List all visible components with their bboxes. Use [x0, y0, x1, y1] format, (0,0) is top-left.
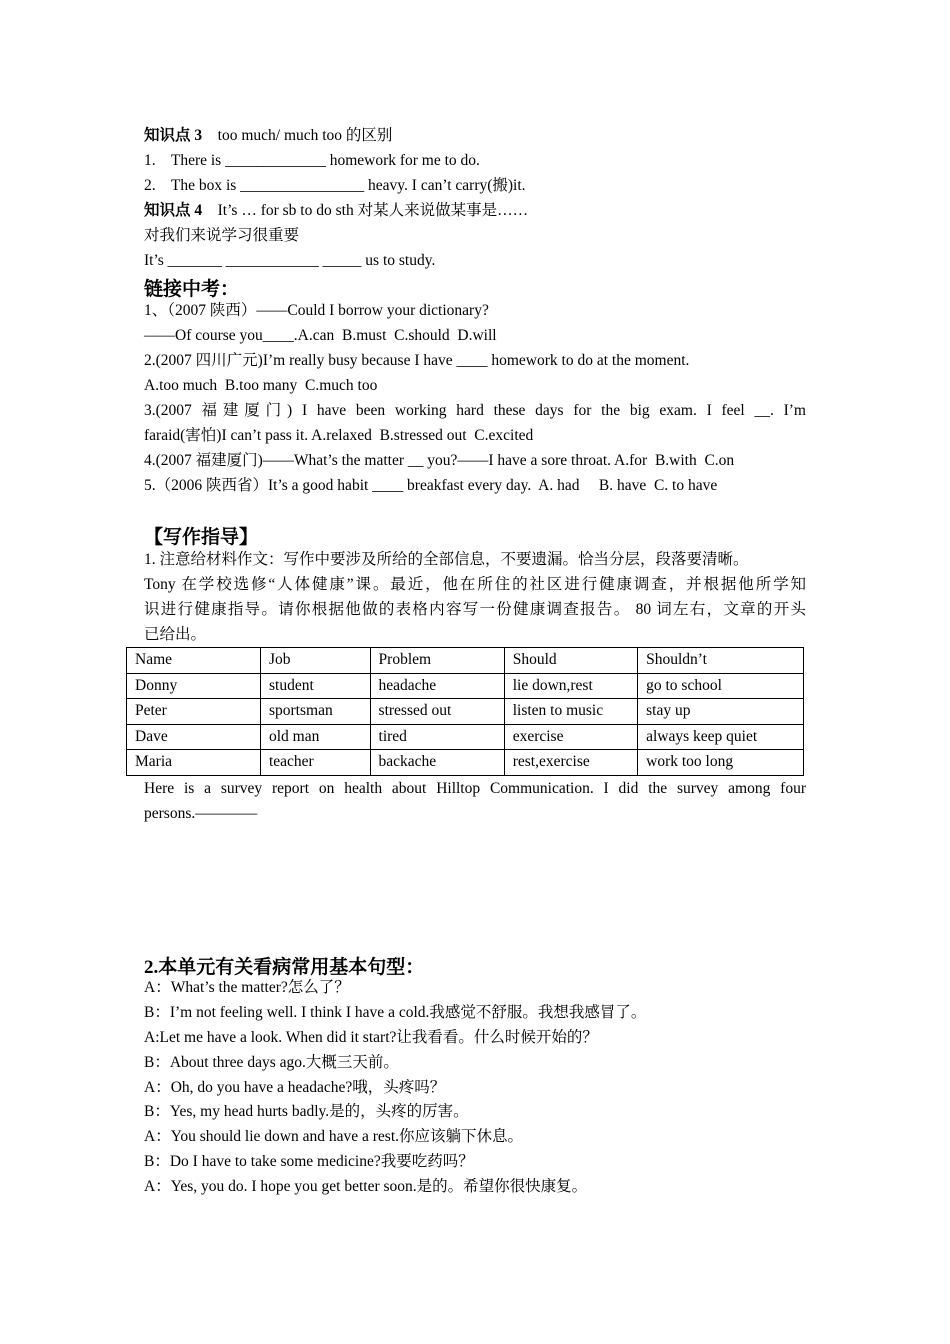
table-cell: student	[260, 673, 370, 699]
section3-label: 知识点 3	[144, 127, 203, 144]
table-header-cell: Job	[260, 648, 370, 674]
section4-line: It’s _______ ____________ _____ us to study.	[144, 252, 436, 269]
section4-heading	[144, 201, 528, 221]
table-row	[127, 699, 804, 725]
writing-heading: 【写作指导】	[144, 527, 259, 548]
table-cell: old man	[260, 724, 370, 750]
table-cell: teacher	[260, 750, 370, 776]
table-cell: always keep quiet	[638, 724, 804, 750]
dialogue-line: B：Yes, my head hurts badly.是的，头疼的厉害。	[144, 1103, 469, 1120]
writing-intro-line: Tony 在学校选修“人体健康”课。最近，他在所住的社区进行健康调查，并根据他所学知	[144, 576, 806, 593]
table-cell: Peter	[127, 699, 261, 725]
dialogue-line: B：About three days ago.大概三天前。	[144, 1054, 399, 1071]
exam-line: 4.(2007 福建厦门)——What’s the matter __ you?——I have a sore throat. A.for B.with C.on	[144, 452, 735, 469]
table-cell: lie down,rest	[504, 673, 637, 699]
dialogue-line: B：Do I have to take some medicine?我要吃药吗？	[144, 1153, 474, 1170]
dialogue-line: A：Oh, do you have a headache?哦，头疼吗？	[144, 1079, 446, 1096]
section4-line: 对我们来说学习很重要	[144, 227, 300, 244]
table-header-cell: Problem	[370, 648, 504, 674]
exam-heading: 链接中考：	[144, 279, 240, 300]
table-cell: work too long	[638, 750, 804, 776]
table-cell: headache	[370, 673, 504, 699]
table-header-cell: Shouldn’t	[638, 648, 804, 674]
table-cell: backache	[370, 750, 504, 776]
writing-opening-line: Here is a survey report on health about Hilltop Communication. I did the survey among four	[144, 780, 806, 797]
dialogue-heading: 2.本单元有关看病常用基本句型：	[144, 957, 425, 978]
exam-line: ——Of course you____.A.can B.must C.should D.will	[144, 327, 497, 344]
exam-line: A.too much B.too many C.much too	[144, 377, 378, 394]
table-cell: Maria	[127, 750, 261, 776]
table-cell: exercise	[504, 724, 637, 750]
section3-item: 1. There is _____________ homework for me to do.	[144, 152, 480, 169]
exam-line: 3.(2007 福建厦门) I have been working hard these days for the big exam. I feel __. I’m	[144, 402, 806, 419]
table-row	[127, 750, 804, 776]
table-cell: stay up	[638, 699, 804, 725]
exam-line: 1、（2007 陕西）——Could I borrow your dictionary?	[144, 302, 489, 319]
writing-opening-line: persons.————	[144, 805, 258, 822]
dialogue-line: B：I’m not feeling well. I think I have a cold.我感觉不舒服。我想我感冒了。	[144, 1004, 647, 1021]
table-row	[127, 724, 804, 750]
dialogue-line: A：You should lie down and have a rest.你应该躺下休息。	[144, 1128, 524, 1145]
dialogue-line: A:Let me have a look. When did it start?让我看看。什么时候开始的？	[144, 1029, 598, 1046]
section4-title: It’s … for sb to do sth 对某人来说做某事是……	[217, 202, 529, 219]
table-header-cell: Name	[127, 648, 261, 674]
exam-line: faraid(害怕)I can’t pass it. A.relaxed B.stressed out C.excited	[144, 427, 534, 444]
section3-title: too much/ much too 的区别	[217, 127, 393, 144]
table-cell: rest,exercise	[504, 750, 637, 776]
table-cell: sportsman	[260, 699, 370, 725]
table-cell: Donny	[127, 673, 261, 699]
writing-intro-line: 1. 注意给材料作文：写作中要涉及所给的全部信息，不要遗漏。恰当分层，段落要清晰。	[144, 551, 749, 568]
table-cell: listen to music	[504, 699, 637, 725]
section4-label: 知识点 4	[144, 202, 203, 219]
table-header-cell: Should	[504, 648, 637, 674]
table-cell: tired	[370, 724, 504, 750]
writing-intro-line: 识进行健康指导。请你根据他做的表格内容写一份健康调查报告。 80 词左右，文章的开头	[144, 601, 806, 618]
section3-item: 2. The box is ________________ heavy. I can’t carry(搬)it.	[144, 177, 526, 194]
table-row	[127, 673, 804, 699]
exam-line: 2.(2007 四川广元)I’m really busy because I have ____ homework to do at the moment.	[144, 352, 690, 369]
table-header-row	[127, 648, 804, 674]
dialogue-line: A：Yes, you do. I hope you get better soon.是的。希望你很快康复。	[144, 1178, 588, 1195]
table-cell: Dave	[127, 724, 261, 750]
exam-line: 5.（2006 陕西省）It’s a good habit ____ breakfast every day. A. had B. have C. to have	[144, 477, 718, 494]
writing-intro-line: 已给出。	[144, 626, 207, 643]
table-cell: go to school	[638, 673, 804, 699]
section3-heading	[144, 126, 392, 146]
survey-table	[126, 647, 804, 776]
table-cell: stressed out	[370, 699, 504, 725]
dialogue-line: A：What’s the matter?怎么了？	[144, 979, 350, 996]
